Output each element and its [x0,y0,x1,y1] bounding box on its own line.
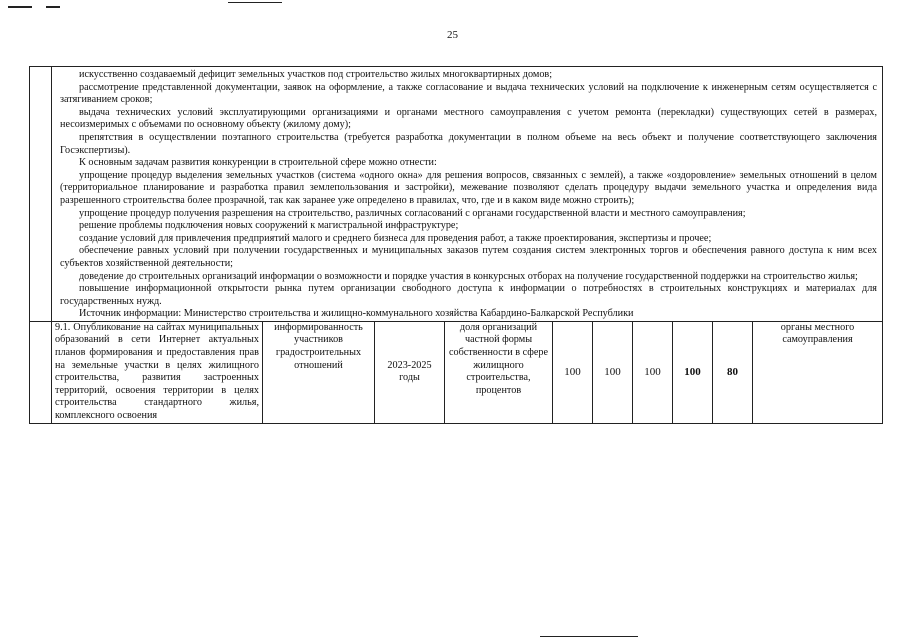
value-cell: 80 [713,321,753,423]
value-cell: 100 [633,321,673,423]
paragraph: упрощение процедур выделения земельных участков (система «одного окна» для решения вопросов, связанных с землей), а также «оздоровление» земельных отношений в целом (территориальное планирование и разработка правил землепользования и застройки), межевание позволяют сделать процедуру выдачи земельного участка и определения вида разрешенного строительства более прозрачной, так как заранее уже определено в правилах, что, где и в каком виде можно строить); [60,169,877,206]
unit-cell: доля организаций частной формы собственности в сфере жилищного строительства, процентов [445,321,553,423]
document-table [29,66,883,424]
measure-cell: 9.1. Опубликование на сайтах муниципальных образований в сети Интернет актуальных планов формирования и предоставления прав на земельные участки в целях жилищного строительства, развития застроенных территорий, освоения территории в целях строительства стандартного жилья, комплексного освоения [52,321,263,423]
margin-cell [30,67,52,322]
paragraph: повышение информационной открытости рынка путем организации свободного доступа к информации о потребностях в строительных конструкциях и материалах для государственных нужд. [60,283,877,307]
paragraph: упрощение процедур получения разрешения на строительство, различных согласований с органами государственной власти и местного самоуправления; [79,207,746,219]
measure-row [30,321,883,423]
margin-cell [30,321,52,423]
paragraph: искусственно создаваемый дефицит земельных участков под строительство жилых многоквартирных домов; [79,69,553,80]
paragraph: рассмотрение представленной документации, заявок на оформление, а также согласование и выдача технических условий на подключение к инженерным сетям осуществляется с затягиванием сроков; [60,81,877,106]
scan-mark-bottom [540,636,638,637]
paragraph: решение проблемы подключения новых сооружений к магистральной инфраструктуре; [79,220,459,232]
scan-mark-top-left-1 [8,6,32,8]
source-note: Источник информации: Министерство строительства и жилищно-коммунального хозяйства Кабардино-Балкарской Республики [79,308,634,320]
scan-mark-top-center [228,2,282,3]
value-cell: 100 [673,321,713,423]
paragraph: К основным задачам развития конкуренции в строительной сфере можно отнести: [79,157,437,169]
paragraph: обеспечение равных условий при получении государственных и муниципальных заказов путем создания систем электронных торгов и обеспечения равного доступа к ним всех субъектов хозяйственной деятельности; [60,245,877,269]
years-cell: 2023-2025 годы [375,321,445,423]
value-cell: 100 [593,321,633,423]
page-number: 25 [447,29,458,41]
executor-cell: органы местного самоуправления [753,321,883,423]
text-cell [52,67,883,322]
indicator-cell: информированность участников градостроительных отношений [263,321,375,423]
paragraph: доведение до строительных организаций информации о возможности и порядке участия в конкурсных отборах на получение государственной поддержки на строительство жилья; [79,270,858,282]
paragraph: препятствия в осуществлении поэтапного строительства (требуется разработка документации в полном объеме на весь объект и получение соответствующего заключения Госэкспертизы). [60,131,877,156]
scan-mark-top-left-2 [46,6,60,8]
value-cell: 100 [553,321,593,423]
text-row [30,67,883,322]
paragraph: создание условий для привлечения предприятий малого и среднего бизнеса для проведения работ, а также проектирования, экспертизы и прочее; [79,232,712,244]
paragraph: выдача технических условий эксплуатирующими организациями и органами местного самоуправления с учетом ремонта (перекладки) существующих сетей в размерах, несоизмеримых с объемами по основному объекту (жилому дому); [60,106,877,131]
